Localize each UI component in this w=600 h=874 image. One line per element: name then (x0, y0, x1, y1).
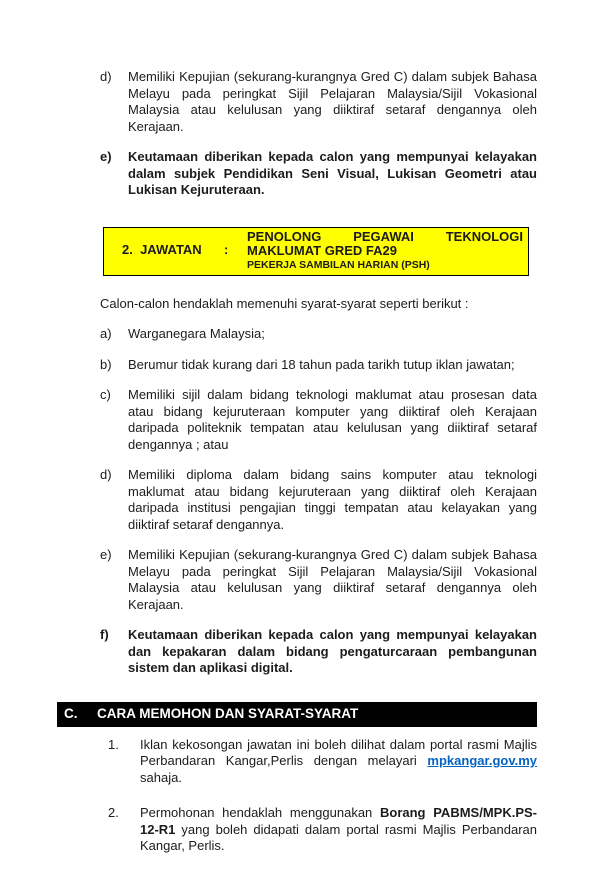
item-text-suffix: sahaja. (140, 769, 182, 785)
item-text-prefix: Iklan kekosongan jawatan ini boleh dilihat dalam portal rasmi Majlis Perbandaran Kangar,Perlis dengan melayari (140, 736, 537, 768)
list-item-prev-e (100, 149, 537, 199)
item-text: Memiliki sijil dalam bidang teknologi maklumat atau prosesan data atau bidang kejuruteraan komputer yang diiktiraf oleh Kerajaan daripada politeknik tempatan atau kelulusan yang diiktiraf setaraf dengannya ; atau (128, 387, 537, 452)
item-label: f) (100, 627, 109, 642)
item-label: d) (100, 69, 112, 84)
item-text (140, 737, 537, 787)
requirements-intro: Calon-calon hendaklah memenuhi syarat-syarat seperti berikut : (100, 295, 469, 311)
jawatan-value (247, 230, 523, 272)
form-name: Borang PABMS/MPK.PS-12-R1 (140, 805, 537, 837)
item-text: Keutamaan diberikan kepada calon yang mempunyai kelayakan dalam subjek Pendidikan Seni Visual, Lukisan Geometri atau Lukisan Kejuruteraan. (128, 149, 537, 197)
requirement-item-d (100, 467, 537, 533)
jawatan-row-label: 2. JAWATAN (122, 242, 202, 258)
list-item-prev-d (100, 69, 537, 135)
item-text: Memiliki Kepujian (sekurang-kurangnya Gred C) dalam subjek Bahasa Melayu pada peringkat Sijil Pelajaran Malaysia/Sijil Vokasional Malaysia atau kelulusan yang diiktiraf setaraf dengannya oleh Kerajaan. (128, 547, 537, 612)
jawatan-title: PENOLONG PEGAWAI TEKNOLOGI MAKLUMAT GRED FA29 (247, 228, 523, 258)
jawatan-subtitle: PEKERJA SAMBILAN HARIAN (PSH) (247, 258, 430, 271)
apply-item-1 (108, 737, 537, 787)
item-text-suffix: yang boleh didapati dalam portal rasmi Majlis Perbandaran Kangar, Perlis. (140, 821, 537, 853)
item-number: 1. (108, 736, 119, 752)
item-text: Memiliki diploma dalam bidang sains komputer atau teknologi maklumat atau bidang kejuruteraan yang diiktiraf oleh Kerajaan daripada institusi pengajian tinggi tempatan atau kelayakan yang diiktiraf setaraf dengannya. (128, 467, 537, 532)
jawatan-highlight-table (103, 227, 529, 276)
portal-link[interactable]: mpkangar.gov.my (427, 753, 537, 768)
item-text: Memiliki Kepujian (sekurang-kurangnya Gred C) dalam subjek Bahasa Melayu pada peringkat Sijil Pelajaran Malaysia/Sijil Vokasional Malaysia atau kelulusan yang diiktiraf setaraf dengannya oleh Kerajaan. (128, 69, 537, 134)
requirement-item-f (100, 627, 537, 677)
item-text: Warganegara Malaysia; (128, 326, 265, 341)
item-text: Keutamaan diberikan kepada calon yang mempunyai kelayakan dan kepakaran dalam bidang pengaturcaraan pembangunan sistem dan aplikasi digital. (128, 627, 537, 675)
item-label: b) (100, 356, 112, 372)
item-label: a) (100, 326, 112, 341)
apply-item-2 (108, 805, 537, 855)
item-label: d) (100, 467, 112, 482)
item-text (140, 805, 537, 855)
requirement-item-a (100, 326, 537, 343)
requirement-item-e (100, 547, 537, 613)
item-text-prefix: Permohonan hendaklah menggunakan (140, 805, 380, 820)
item-label: c) (100, 387, 111, 402)
section-title: CARA MEMOHON DAN SYARAT-SYARAT (97, 705, 359, 721)
requirement-item-c (100, 387, 537, 453)
section-header-bar (57, 702, 537, 727)
item-label: e) (100, 149, 112, 164)
item-label: e) (100, 547, 112, 562)
item-text: Berumur tidak kurang dari 18 tahun pada tarikh tutup iklan jawatan; (128, 356, 515, 372)
section-letter: C. (64, 705, 78, 721)
jawatan-separator: : (224, 242, 229, 258)
item-number: 2. (108, 805, 119, 820)
requirement-item-b (100, 357, 537, 374)
